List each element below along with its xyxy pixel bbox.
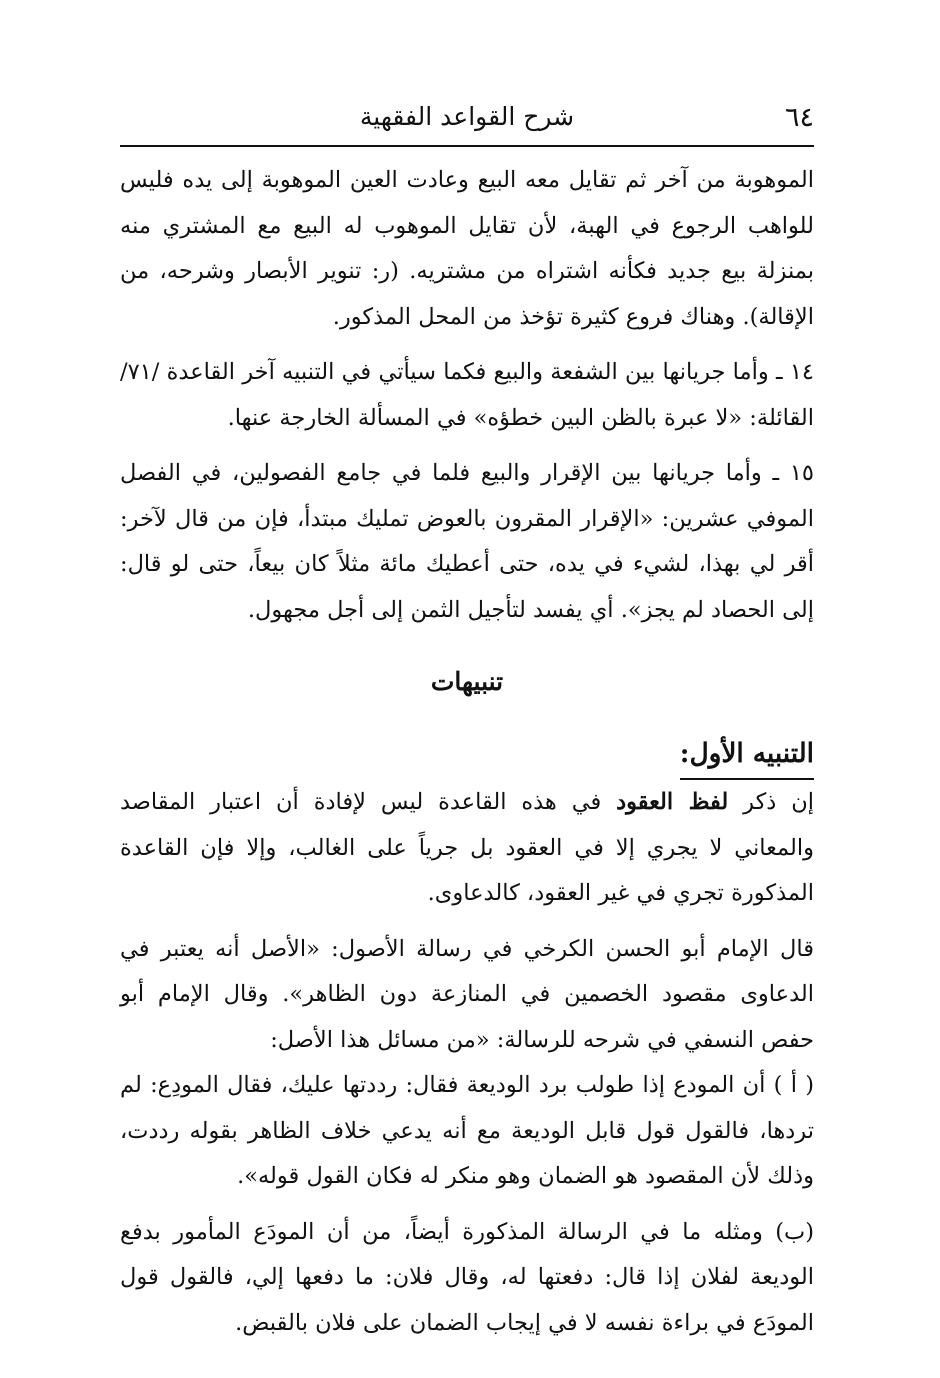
- page-number: ٦٤: [784, 102, 814, 133]
- first-note-bold-term: لفظ العقود: [616, 789, 729, 815]
- running-title: شرح القواعد الفقهية: [359, 102, 575, 131]
- first-note-paragraph: [120, 780, 814, 917]
- example-b-paragraph: (ب) ومثله ما في الرسالة المذكورة أيضاً، من أن المودَع المأمور بدفع الوديعة لفلان إذا قال: دفعتها له، وقال فلان: ما دفعها إلي، فالقول قول المودَع في براءة نفسه لا في إيجاب الضمان على فلان بالقبض.: [120, 1218, 814, 1336]
- first-note-text-start: إن ذكر: [728, 789, 814, 815]
- section-heading: تنبيهات: [430, 667, 504, 696]
- page-header: [120, 98, 814, 142]
- first-note-text-end: في هذه القاعدة ليس لإفادة أن اعتبار المقاصد والمعاني لا يجري إلا في العقود بل جرياً على الغالب، وإلا فإن القاعدة المذكورة تجري في غير العقود، كالدعاوى.: [120, 789, 814, 906]
- body-text: [120, 158, 814, 1346]
- paragraph-continuation: الموهوبة من آخر ثم تقايل معه البيع وعادت العين الموهوبة إلى يده فليس للواهب الرجوع في الهبة، لأن تقايل الموهوب له البيع مع المشتري منه بمنزلة بيع جديد فكأنه اشتراه من مشتريه. (ر: تنوير الأبصار وشرحه، من الإقالة). وهناك فروع كثيرة تؤخذ من المحل المذكور.: [120, 167, 814, 330]
- first-note-heading: التنبيه الأول:: [680, 731, 814, 781]
- karkhi-quote-paragraph: قال الإمام أبو الحسن الكرخي في رسالة الأصول: «الأصل أنه يعتبر في الدعاوى مقصود الخصمين في المنازعة دون الظاهر». وقال الإمام أبو حفص النسفي في شرحه للرسالة: «من مسائل هذا الأصل:: [120, 935, 814, 1053]
- example-a-paragraph: ( أ ) أن المودع إذا طولب برد الوديعة فقال: رددتها عليك، فقال المودِع: لم تردها، فالقول قول قابل الوديعة مع أنه يدعي خلاف الظاهر بقوله رددت، وذلك لأن المقصود هو الضمان وهو منكر له فكان القول قوله».: [120, 1072, 814, 1189]
- paragraph-item-14: ١٤ ـ وأما جريانها بين الشفعة والبيع فكما سيأتي في التنبيه آخر القاعدة /٧١/ القائلة: «لا عبرة بالظن البين خطؤه» في المسألة الخارجة عنها.: [120, 359, 814, 431]
- first-note-heading-wrap: [120, 731, 814, 781]
- header-rule: [120, 145, 814, 147]
- paragraph-item-15: ١٥ ـ وأما جريانها بين الإقرار والبيع فلما في جامع الفصولين، في الفصل الموفي عشرين: «الإقرار المقرون بالعوض تمليك مبتدأ، فإن من قال لآخر: أقر لي بهذا، لشيء في يده، حتى أعطيك مائة مثلاً كان بيعاً، حتى لو قال: إلى الحصاد لم يجز». أي يفسد لتأجيل الثمن إلى أجل مجهول.: [120, 460, 814, 623]
